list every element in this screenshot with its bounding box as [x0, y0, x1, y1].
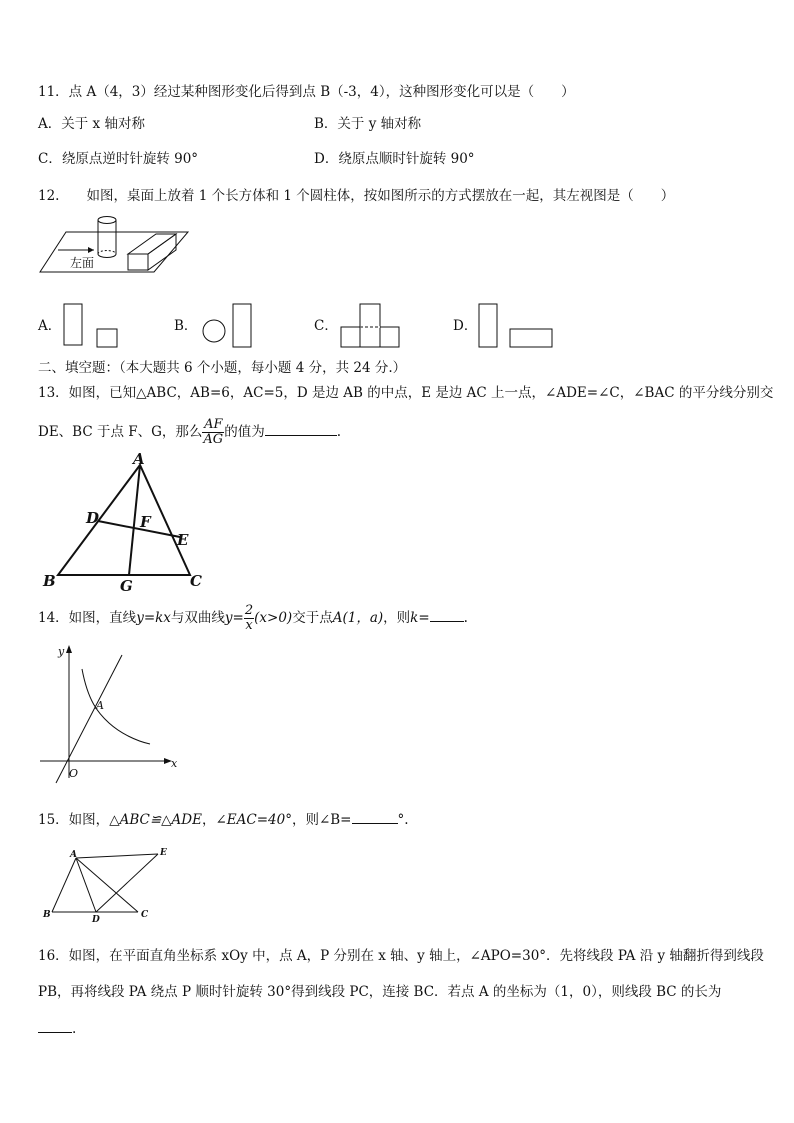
q13-label-e: E	[177, 531, 189, 549]
q15-label-d: D	[92, 915, 100, 925]
q14-fraction	[244, 604, 254, 633]
q15-ask: ，则∠B=	[291, 812, 352, 828]
q14-frac-num: 2	[244, 603, 254, 618]
q14-point: A(1，a)	[332, 610, 384, 626]
q14-curve-lhs: y=	[224, 610, 244, 626]
q12-option-c: C．	[314, 318, 338, 334]
q16-end: .	[72, 1021, 77, 1037]
q15-sep: ，	[201, 812, 216, 828]
q12-option-a-figure	[63, 303, 123, 349]
q14-k: k=	[410, 610, 430, 626]
q11-option-c: C．绕原点逆时针旋转 90°	[38, 151, 199, 167]
q13-label-g: G	[120, 577, 133, 595]
q13-fraction	[202, 418, 224, 447]
q16-line1: 16．如图，在平面直角坐标系 xOy 中，点 A，P 分别在 x 轴、y 轴上，∠APO=30°．先将线段 PA 沿 y 轴翻折得到线段	[38, 948, 764, 964]
q13-label-d: D	[86, 509, 100, 527]
q13-line2	[38, 418, 341, 447]
q11-stem: 11．点 A（4，3）经过某种图形变化后得到点 B（-3，4），这种图形变化可以是（ ）	[38, 84, 575, 100]
q12-option-c-figure	[338, 303, 404, 349]
q12-option-b-figure	[201, 303, 257, 349]
q15-prefix: 15．如图，	[38, 812, 110, 828]
q14-label-a: A	[96, 699, 104, 712]
q14-line-eq: y=kx	[136, 610, 171, 626]
q14-prefix: 14．如图，直线	[38, 610, 137, 626]
q14-mid: 与双曲线	[170, 610, 225, 626]
q13-line1: 13．如图，已知△ABC，AB=6，AC=5，D 是边 AB 的中点，E 是边 AC 上一点，∠ADE=∠C，∠BAC 的平分线分别交	[38, 385, 774, 401]
q14-cond: (x>0)	[254, 610, 293, 626]
q13-frac-den: AG	[203, 432, 224, 447]
q15-answer-blank[interactable]	[352, 811, 398, 824]
q13-frac-num: AF	[204, 417, 223, 432]
q15-label-a: A	[70, 850, 77, 860]
q13-answer-blank[interactable]	[265, 423, 337, 436]
q13-label-c: C	[190, 572, 202, 590]
q15-end: °.	[397, 812, 409, 828]
q16-line2: PB，再将线段 PA 绕点 P 顺时针旋转 30°得到线段 PC，连接 BC．若点 A 的坐标为（1，0），则线段 BC 的长为	[38, 984, 722, 1000]
q14-ask: ，则	[383, 610, 411, 626]
q14-tail: 交于点	[292, 610, 333, 626]
q12-figure-label: 左面	[70, 256, 95, 270]
q15-label-c: C	[141, 910, 149, 920]
q14-frac-den: x	[245, 618, 253, 633]
q13-label-b: B	[43, 572, 56, 590]
q15-label-e: E	[160, 848, 167, 858]
q14-graph-figure	[36, 643, 186, 783]
q13-end: .	[336, 424, 341, 440]
q14-end: .	[463, 610, 468, 626]
q11-option-d: D．绕原点顺时针旋转 90°	[314, 151, 475, 167]
q15-congruence: △ABC≌△ADE	[109, 812, 202, 828]
q14-line	[38, 598, 468, 638]
q12-stem: 12. 如图，桌面上放着 1 个长方体和 1 个圆柱体，按如图所示的方式摆放在一起，其左视图是（ ）	[38, 188, 675, 204]
q11-option-a: A．关于 x 轴对称	[38, 116, 145, 132]
q15-triangles-figure	[38, 844, 178, 926]
q12-solids-figure	[36, 212, 196, 287]
q14-label-x: x	[171, 757, 178, 770]
q14-label-o: O	[69, 767, 79, 780]
q14-label-y: y	[58, 645, 65, 658]
q16-answer-blank[interactable]	[38, 1020, 72, 1033]
q15-line	[38, 811, 409, 829]
q13-line2-prefix: DE、BC 于点 F、G，那么	[38, 424, 203, 440]
q13-label-f: F	[140, 513, 151, 531]
q15-label-b: B	[43, 910, 51, 920]
q14-answer-blank[interactable]	[430, 609, 464, 622]
q12-option-d-figure	[477, 303, 557, 349]
q12-option-a: A．	[38, 318, 62, 334]
q13-triangle-figure	[40, 450, 210, 595]
q12-option-d: D．	[453, 318, 478, 334]
q16-line3	[38, 1020, 76, 1038]
q13-line2-suffix: 的值为	[224, 424, 265, 440]
section-heading: 二、填空题：（本大题共 6 个小题，每小题 4 分，共 24 分.）	[38, 360, 407, 376]
q12-option-b: B．	[174, 318, 198, 334]
q11-option-b: B．关于 y 轴对称	[314, 116, 422, 132]
q13-label-a: A	[133, 450, 145, 468]
q15-angle: ∠EAC=40°	[215, 812, 292, 828]
